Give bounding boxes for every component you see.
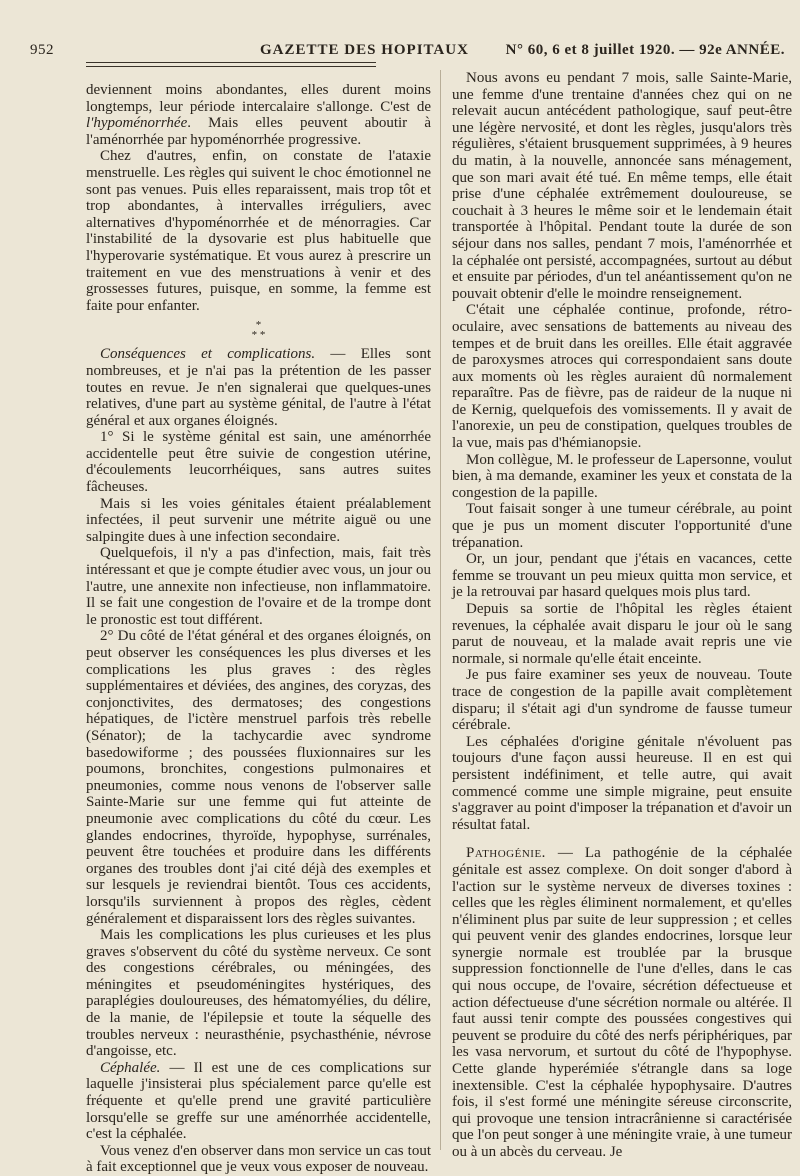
paragraph: Quelquefois, il n'y a pas d'infection, mais, fait très intéressant et que je compte étudier avec vous, un jour ou l'autre, une annexite non infectieuse, non inflammatoire. Il se fait une congestion de l'ovaire et de la trompe dont le pronostic est tout différent. [86, 545, 431, 628]
page-number: 952 [30, 42, 54, 58]
paragraph [86, 1060, 431, 1143]
journal-title: GAZETTE DES HOPITAUX [260, 42, 469, 58]
paragraph: Depuis sa sortie de l'hôpital les règles étaient revenues, la céphalée avait disparu le jour où le sang parut de nouveau, et la malade avait repris une vie normale, si normale qu'elle était enceinte. [452, 601, 792, 667]
paragraph: C'était une céphalée continue, profonde, rétro-oculaire, avec sensations de battements au niveau des tempes et de bruit dans les oreilles. Elle était aggravée de paroxysmes atroces qui correspondaient sans doute aux moments où les règles auraient dû normalement reparaître. Pas de fièvre, pas de raideur de la nuque ni de Kernig, quelquefois des vomissements. Il y avait de l'anorexie, un peu de constipation, quelques troubles de la vue, mais pas d'hémianopsie. [452, 302, 792, 452]
text-run: — Elles sont nombreuses, et je n'ai pas la prétention de les passer toutes en revue. Je n'en signalerai que quelques-unes relatives, d'une part au système génital, de l'autre à l'état général et aux organes éloignés. [86, 346, 431, 429]
paragraph: Mais si les voies génitales étaient préalablement infectées, il peut survenir une métrite aiguë ou une salpingite dues à une infection secondaire. [86, 495, 431, 545]
paragraph: Or, un jour, pendant que j'étais en vacances, cette femme se trouvant un peu mieux quitta mon service, et je la retrouvai par hasard quelques mois plus tard. [452, 551, 792, 601]
paragraph: 2° Du côté de l'état général et des organes éloignés, on peut observer les conséquences les plus diverses et les complications les plus graves : des règles supplémentaires et déviées, des angines, des coryzas, des conjonctivites, des dermatoses; des congestions hépatiques, de l'ictère menstruel parfois très rebelle (Sénator); de la tachycardie avec syndrome basedowiforme ; des poussées fluxionnaires sur les poumons, bronchites, congestions pulmonaires et pneumonies, comme nous venons de l'observer salle Sainte-Marie sur une femme qui fut atteinte de pneumonie avec complications du côté du cœur. Les glandes endocrines, thyroïde, hypophyse, surrénales, peuvent être touchées et produire dans les différents organes des troubles dont j'ai cité déjà des exemples et sur lesquels je reviendrai bientôt. Tous ces accidents, lorsqu'ils surviennent à propos des règles, cèdent généralement et disparaissent lors des règles suivantes. [86, 628, 431, 927]
paragraph [86, 82, 431, 148]
spacer [452, 833, 792, 845]
text-run: . Mais elles peuvent aboutir à l'aménorrhée par hypoménorrhée progressive. [86, 115, 431, 148]
header-rule-double [86, 66, 376, 67]
paragraph [452, 845, 792, 1160]
section-heading: Pathogénie. [466, 845, 546, 862]
text-run: deviennent moins abondantes, elles durent moins longtemps, leur période intercalaire s'allonge. C'est de [86, 82, 431, 115]
paragraph: Mon collègue, M. le professeur de Lapersonne, voulut bien, à ma demande, examiner les yeux et constata de la congestion de la papille. [452, 451, 792, 501]
paragraph: Nous avons eu pendant 7 mois, salle Sainte-Marie, une femme d'une trentaine d'années chez qui on ne relevait aucun antécédent pathologique, sauf peut-être une légère nervosité, et dont les règles, jusqu'alors très régulières, s'étaient brusquement supprimées, à 9 heures du matin, à la nouvelle, annoncée sans ménagement, que son mari avait été tué. En même temps, elle était prise d'une céphalée extrêmement douloureuse, se couchait à 3 heures le même soir et le lendemain était transportée à l'hôpital. Pendant toute la durée de son séjour dans nos salles, pendant 7 mois, l'aménorrhée et la céphalée ont persisté, accompagnées, surtout au début et ensuite par périodes, d'un tel anéantissement qu'on ne pouvait obtenir d'elle le moindre renseignement. [452, 70, 792, 302]
right-column [452, 70, 792, 1161]
issue-info: N° 60, 6 et 8 juillet 1920. — 92e ANNÉE. [505, 42, 785, 58]
section-heading: Conséquences et complications. [100, 346, 316, 363]
italic-term: l'hypoménorrhée [86, 115, 188, 132]
paragraph: Mais les complications les plus curieuses et les plus graves s'observent du côté du système nerveux. Ce sont des congestions cérébrales, ou méningées, des méningites et pseudoméningites hystériques, des paraplégies douloureuses, des hématomyélies, du délire, de la manie, de l'épilepsie et toute la séquelle des troubles nerveux : neurasthénie, psychasthénie, névrose d'angoisse, etc. [86, 927, 431, 1060]
paragraph: Je pus faire examiner ses yeux de nouveau. Toute trace de congestion de la papille avait complètement disparu; il s'était agi d'un syndrome de fausse tumeur cérébrale. [452, 667, 792, 734]
paragraph [86, 346, 431, 429]
section-separator [86, 320, 431, 340]
separator-star: * [255, 319, 262, 332]
paragraph: Vous venez d'en observer dans mon service un cas tout à fait exceptionnel que je veux vous exposer de nouveau. [86, 1142, 431, 1176]
page-header [30, 40, 785, 62]
section-heading: Céphalée. [100, 1059, 161, 1076]
text-run: — Il est une de ces complications sur laquelle j'insisterai plus spécialement parce qu'elle est fréquente et qu'elle prend une gravité particulière lorsqu'elle se greffe sur une aménorrhée accidentelle, c'est la céphalée. [86, 1059, 431, 1143]
separator-stars: * * [251, 329, 266, 342]
text-run: — La pathogénie de la céphalée génitale est assez complexe. On doit songer d'abord à l'action sur le système nerveux de diverses toxines : celles que les règles éliminent normalement, et qu'elles n'éliminent plus par suite de leur suppression ; et celles qui peuvent venir des glandes endocrines, lorsque leur synergie normale est troublée par la brusque suppression fonctionnelle de l'une d'elles, dans le cas qui nous occupe, de l'ovaire, sécrétion défectueuse et action défectueuse d'une sécrétion normale ou altérée. Il faut aussi tenir compte des poussées congestives qui peuvent se produire du côté des nerfs périphériques, par les vasa nervorum, et surtout du côté de l'hypophyse. Cette glande hyperémiée s'étrangle dans sa loge inextensible. C'est la céphalée hypophysaire. D'autres fois, il s'est formé une méningite séreuse circonscrite, qui provoque une tension intracrânienne si caractérisée que l'on peut songer à une méningite vraie, à une tumeur ou à un abcès du cerveau. Je [452, 845, 792, 1160]
paragraph: Les céphalées d'origine génitale n'évoluent pas toujours d'une façon aussi heureuse. Il en est qui persistent indéfiniment, et telle autre, qui avait commencé comme une simple migraine, peut ensuite s'aggraver au point d'imposer la trépanation et d'avoir un résultat fatal. [452, 733, 792, 833]
header-rule [86, 62, 376, 63]
column-divider [440, 70, 441, 1150]
left-column [86, 82, 431, 1176]
paragraph: 1° Si le système génital est sain, une aménorrhée accidentelle peut être suivie de congestion utérine, d'écoulements leucorrhéiques, sans autres suites fâcheuses. [86, 429, 431, 496]
paragraph: Chez d'autres, enfin, on constate de l'ataxie menstruelle. Les règles qui suivent le choc émotionnel ne sont pas venues. Puis elles reparaissent, mais trop tôt et trop abondantes, à intervalles irréguliers, avec alternatives d'hypoménorrhée et de ménorragies. Car l'instabilité de la dysovarie est plus habituelle que l'hyperovarie systématique. Et vous aurez à prescrire un traitement en vue des menstruations à venir et des grossesses futures, puisque, en somme, la femme est faite pour enfanter. [86, 148, 431, 314]
paragraph: Tout faisait songer à une tumeur cérébrale, au point que je pus un moment discuter l'opportunité d'une trépanation. [452, 501, 792, 551]
